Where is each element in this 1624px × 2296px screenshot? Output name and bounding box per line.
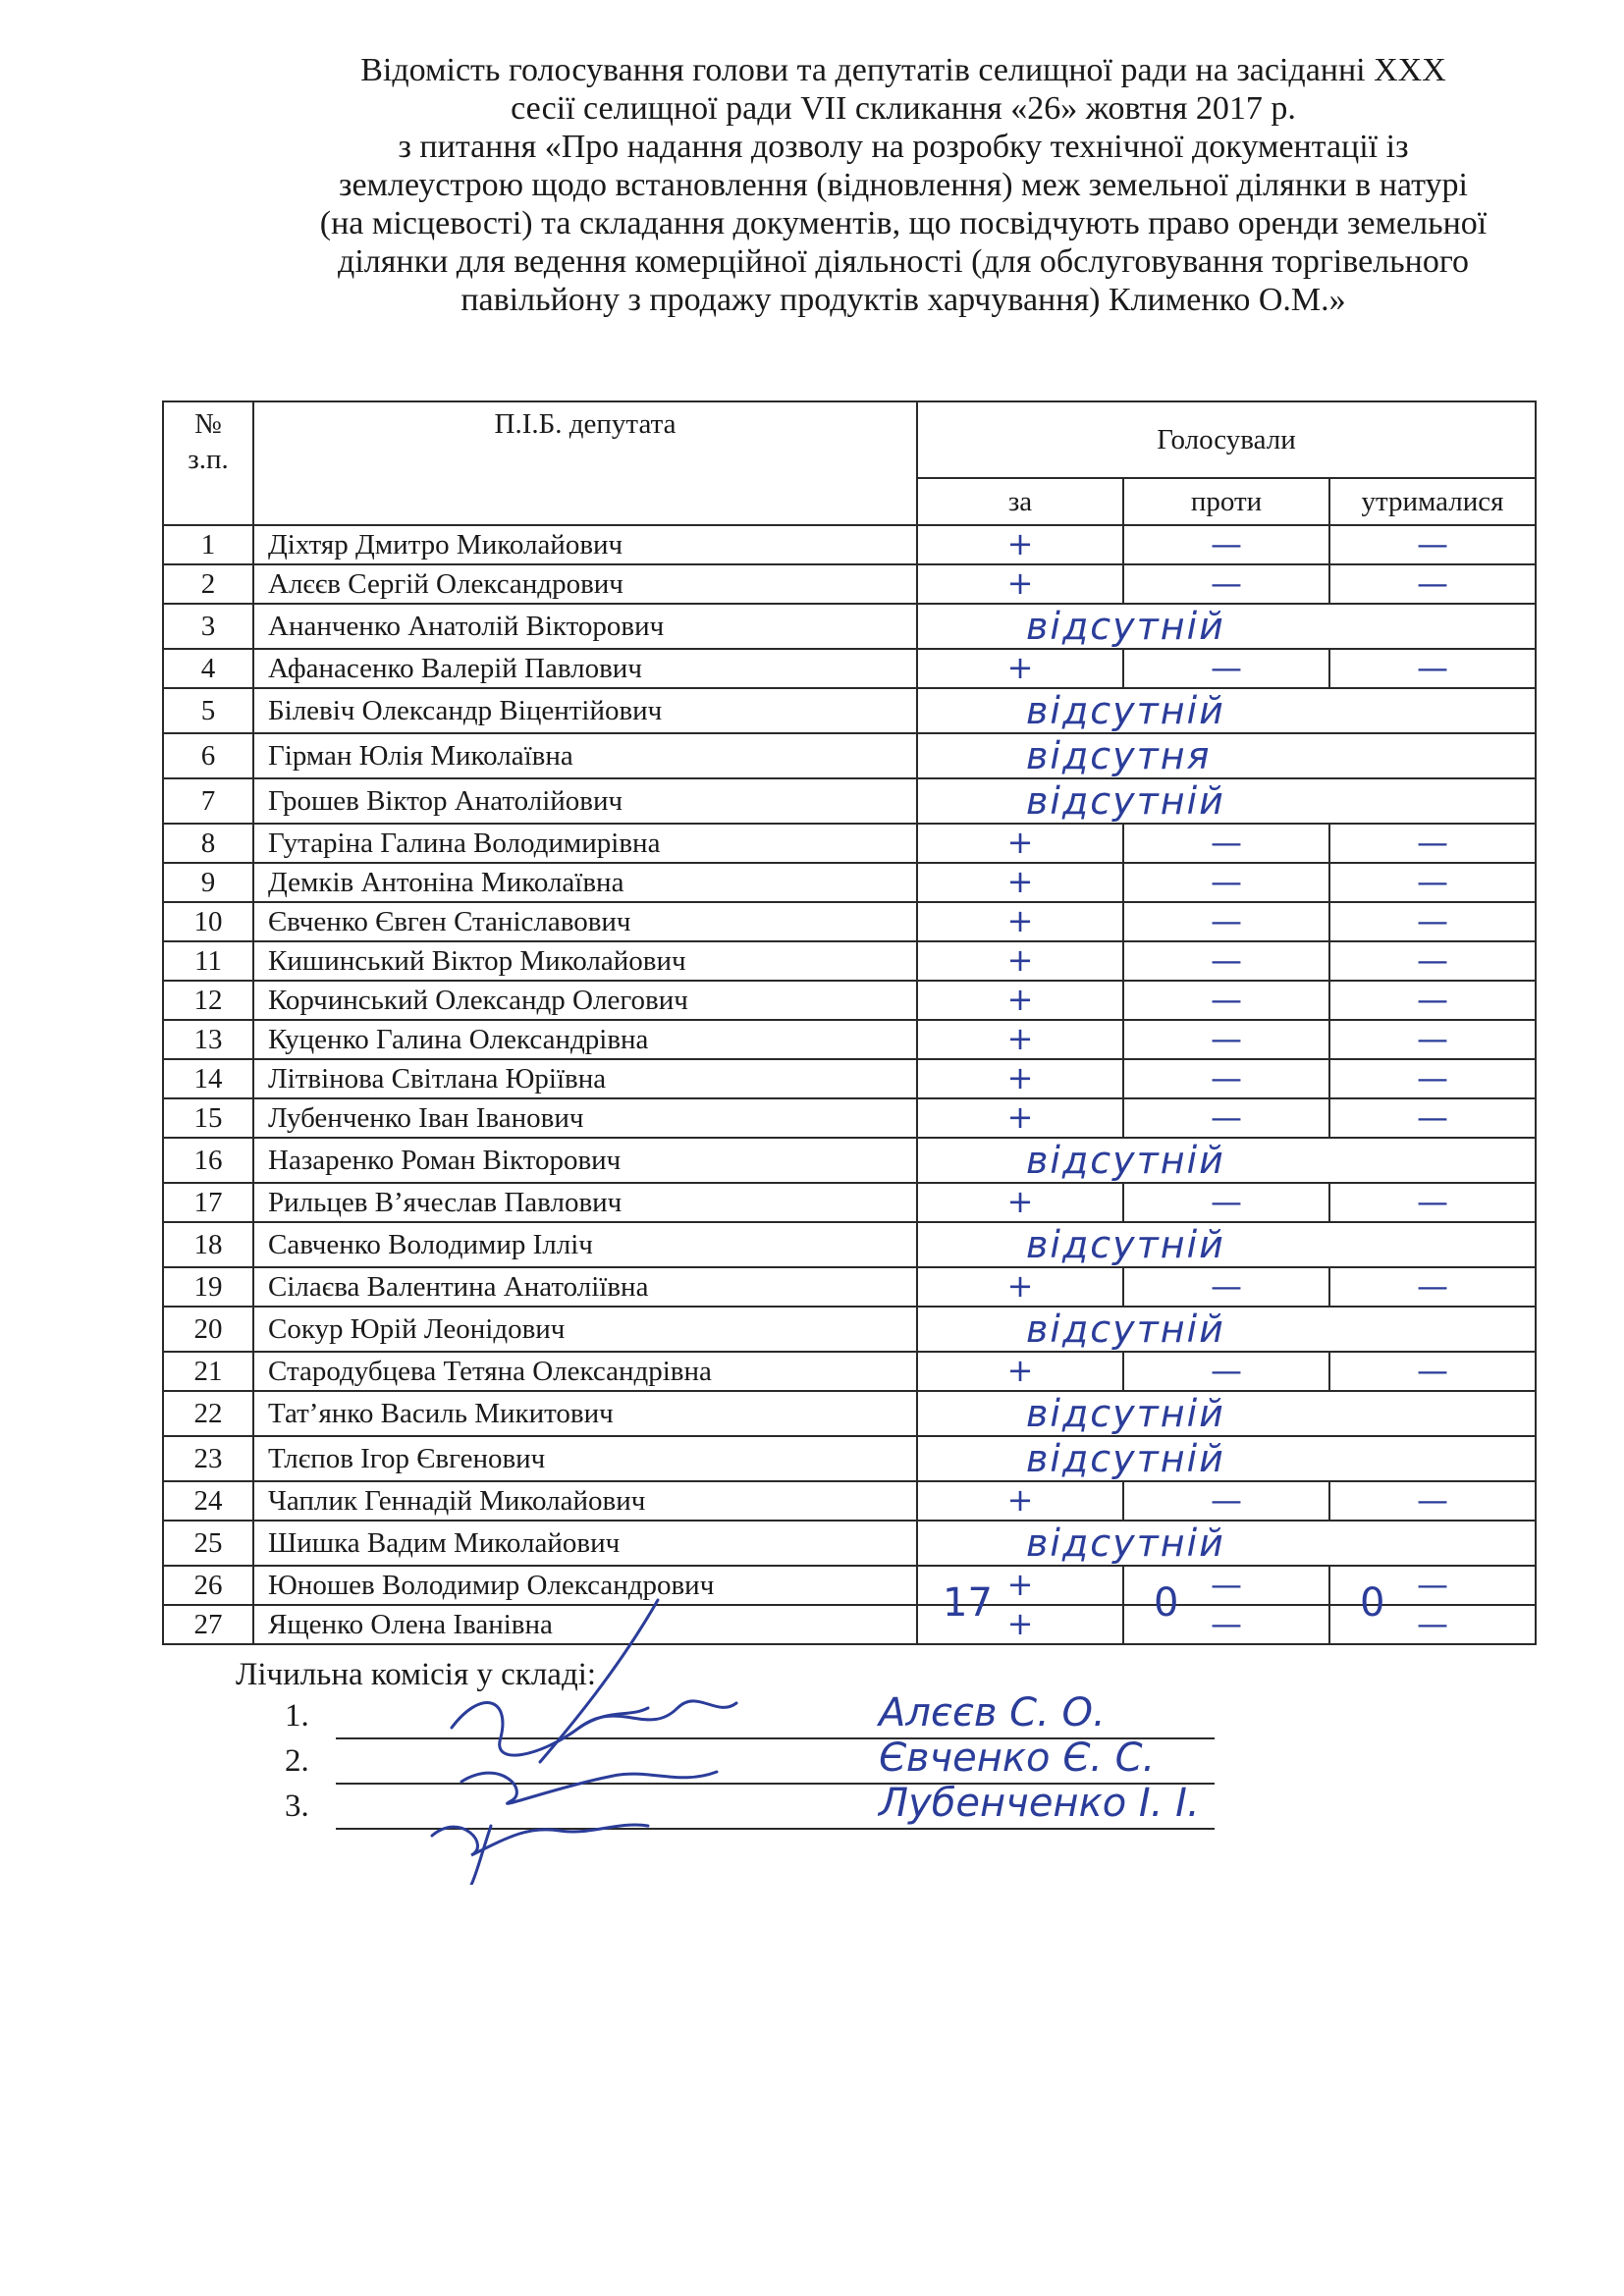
vote-against-mark: — <box>1211 980 1242 1018</box>
deputy-name: Куценко Галина Олександрівна <box>253 1020 917 1059</box>
row-number: 3 <box>163 604 253 649</box>
deputy-name: Юношев Володимир Олександрович <box>253 1566 917 1605</box>
vote-against-cell <box>1123 981 1329 1020</box>
vote-against-cell <box>1123 863 1329 902</box>
vote-for-cell <box>917 863 1123 902</box>
deputy-name: Білевіч Олександр Віцентійович <box>253 688 917 733</box>
deputy-name: Шишка Вадим Миколайович <box>253 1521 917 1566</box>
vote-abstained-cell <box>1329 824 1536 863</box>
vote-against-cell <box>1123 1098 1329 1138</box>
row-number: 23 <box>163 1436 253 1481</box>
row-number: 16 <box>163 1138 253 1183</box>
row-number: 10 <box>163 902 253 941</box>
vote-abstained-cell <box>1329 1020 1536 1059</box>
vote-against-cell <box>1123 525 1329 564</box>
vote-against-mark: — <box>1211 901 1242 939</box>
deputy-name: Діхтяр Дмитро Миколайович <box>253 525 917 564</box>
vote-against-mark: — <box>1211 563 1242 602</box>
table-row <box>163 1436 1536 1481</box>
table-row <box>163 564 1536 604</box>
vote-abstained-cell <box>1329 981 1536 1020</box>
absent-cell <box>917 688 1536 733</box>
title-line: сесії селищної ради VІІ скликання «26» жовтня 2017 р. <box>511 90 1296 127</box>
deputy-name: Афанасенко Валерій Павлович <box>253 649 917 688</box>
vote-against-mark: — <box>1211 1019 1242 1057</box>
vote-for-mark: + <box>1006 1565 1034 1603</box>
vote-abstained-mark: — <box>1417 901 1448 939</box>
deputy-name: Лубенченко Іван Іванович <box>253 1098 917 1138</box>
vote-against-cell <box>1123 1267 1329 1307</box>
vote-abstained-cell <box>1329 863 1536 902</box>
vote-against-mark: — <box>1211 1058 1242 1096</box>
vote-for-cell <box>917 525 1123 564</box>
member-number: 3. <box>285 1789 309 1824</box>
row-number: 25 <box>163 1521 253 1566</box>
vote-abstained-mark: — <box>1417 823 1448 861</box>
vote-against-cell <box>1123 941 1329 981</box>
vote-abstained-cell <box>1329 1481 1536 1521</box>
deputy-name: Гірман Юлія Миколаївна <box>253 733 917 778</box>
vote-for-mark: + <box>1006 1266 1034 1305</box>
table-row <box>163 824 1536 863</box>
table-row <box>163 688 1536 733</box>
table-row <box>163 1307 1536 1352</box>
vote-for-mark: + <box>1006 940 1034 979</box>
vote-for-mark: + <box>1006 1480 1034 1519</box>
vote-abstained-mark: — <box>1417 648 1448 686</box>
row-number: 8 <box>163 824 253 863</box>
member-number: 2. <box>285 1743 309 1779</box>
vote-against-mark: — <box>1211 862 1242 900</box>
vote-for-mark: + <box>1006 524 1034 562</box>
vote-for-cell <box>917 981 1123 1020</box>
absent-cell <box>917 1521 1536 1566</box>
title-line: павільйону з продажу продуктів харчування) Клименко О.М.» <box>460 282 1346 318</box>
vote-for-cell <box>917 824 1123 863</box>
absent-mark: відсутній <box>1026 1223 1225 1266</box>
row-number: 24 <box>163 1481 253 1521</box>
deputy-name: Ананченко Анатолій Вікторович <box>253 604 917 649</box>
row-number: 18 <box>163 1222 253 1267</box>
absent-cell <box>917 1138 1536 1183</box>
vote-for-mark: + <box>1006 1058 1034 1096</box>
table-row <box>163 1267 1536 1307</box>
row-number: 15 <box>163 1098 253 1138</box>
row-number: 2 <box>163 564 253 604</box>
vote-for-cell <box>917 902 1123 941</box>
vote-for-cell <box>917 1267 1123 1307</box>
table-row <box>163 1098 1536 1138</box>
absent-mark: відсутній <box>1026 605 1225 648</box>
vote-for-cell <box>917 649 1123 688</box>
total-abstained: 0 <box>1360 1580 1385 1626</box>
vote-for-mark: + <box>1006 648 1034 686</box>
table-row <box>163 1183 1536 1222</box>
deputy-name: Сокур Юрій Леонідович <box>253 1307 917 1352</box>
table-row <box>163 1521 1536 1566</box>
table-row <box>163 649 1536 688</box>
table-row <box>163 778 1536 824</box>
absent-cell <box>917 1436 1536 1481</box>
deputy-name: Корчинський Олександр Олегович <box>253 981 917 1020</box>
vote-for-cell <box>917 1059 1123 1098</box>
deputy-name: Літвінова Світлана Юріївна <box>253 1059 917 1098</box>
vote-against-cell <box>1123 1020 1329 1059</box>
vote-against-cell <box>1123 1059 1329 1098</box>
deputy-name: Кишинський Віктор Миколайович <box>253 941 917 981</box>
vote-abstained-cell <box>1329 1267 1536 1307</box>
absent-cell <box>917 1222 1536 1267</box>
vote-against-cell <box>1123 649 1329 688</box>
table-row <box>163 1020 1536 1059</box>
vote-abstained-cell <box>1329 902 1536 941</box>
title-line: землеустрою щодо встановлення (відновлення) меж земельної ділянки в натурі <box>339 167 1468 203</box>
vote-against-cell <box>1123 824 1329 863</box>
vote-for-mark: + <box>1006 823 1034 861</box>
vote-for-cell <box>917 1183 1123 1222</box>
commission-label: Лічильна комісія у складі: <box>236 1657 597 1692</box>
absent-cell <box>917 1307 1536 1352</box>
row-number: 4 <box>163 649 253 688</box>
vote-for-cell <box>917 564 1123 604</box>
absent-cell <box>917 604 1536 649</box>
table-row <box>163 1566 1536 1605</box>
vote-abstained-cell <box>1329 525 1536 564</box>
absent-mark: відсутній <box>1026 1139 1225 1182</box>
vote-against-mark: — <box>1211 940 1242 979</box>
row-number: 12 <box>163 981 253 1020</box>
vote-against-mark: — <box>1211 1266 1242 1305</box>
table-row <box>163 1605 1536 1644</box>
row-number: 13 <box>163 1020 253 1059</box>
row-number: 27 <box>163 1605 253 1644</box>
vote-against-mark: — <box>1211 1351 1242 1389</box>
absent-mark: відсутній <box>1026 689 1225 732</box>
deputy-name: Демків Антоніна Миколаївна <box>253 863 917 902</box>
header-voted: Голосували <box>917 401 1536 478</box>
vote-abstained-cell <box>1329 1183 1536 1222</box>
vote-against-mark: — <box>1211 648 1242 686</box>
signature-name: Євченко Є. С. <box>879 1735 1156 1781</box>
vote-against-cell <box>1123 1183 1329 1222</box>
vote-abstained-mark: — <box>1417 940 1448 979</box>
row-number: 1 <box>163 525 253 564</box>
vote-for-mark: + <box>1006 1351 1034 1389</box>
document-title <box>226 51 1581 319</box>
table-row <box>163 1138 1536 1183</box>
table-row <box>163 1481 1536 1521</box>
vote-for-mark: + <box>1006 1097 1034 1136</box>
vote-against-cell <box>1123 1481 1329 1521</box>
vote-for-mark: + <box>1006 862 1034 900</box>
vote-for-mark: + <box>1006 901 1034 939</box>
deputy-name: Чаплик Геннадій Миколайович <box>253 1481 917 1521</box>
vote-against-mark: — <box>1211 1480 1242 1519</box>
table-row <box>163 1391 1536 1436</box>
vote-abstained-cell <box>1329 941 1536 981</box>
vote-against-mark: — <box>1211 823 1242 861</box>
vote-against-mark: — <box>1211 524 1242 562</box>
vote-for-cell <box>917 1481 1123 1521</box>
title-line: (на місцевості) та складання документів, що посвідчують право оренди земельної <box>319 205 1488 241</box>
vote-abstained-mark: — <box>1417 1019 1448 1057</box>
vote-abstained-cell <box>1329 1352 1536 1391</box>
vote-against-mark: — <box>1211 1097 1242 1136</box>
vote-for-cell <box>917 1098 1123 1138</box>
vote-abstained-mark: — <box>1417 980 1448 1018</box>
vote-abstained-mark: — <box>1417 563 1448 602</box>
vote-for-cell <box>917 941 1123 981</box>
voting-table <box>162 400 1537 1645</box>
vote-against-cell <box>1123 564 1329 604</box>
vote-against-mark: — <box>1211 1604 1242 1642</box>
deputy-name: Сілаєва Валентина Анатоліївна <box>253 1267 917 1307</box>
absent-cell <box>917 733 1536 778</box>
table-row <box>163 981 1536 1020</box>
vote-abstained-mark: — <box>1417 1266 1448 1305</box>
vote-abstained-cell <box>1329 564 1536 604</box>
row-number: 5 <box>163 688 253 733</box>
table-row <box>163 1352 1536 1391</box>
vote-abstained-mark: — <box>1417 1480 1448 1519</box>
total-for: 17 <box>943 1580 993 1626</box>
vote-against-mark: — <box>1211 1182 1242 1220</box>
deputy-name: Савченко Володимир Ілліч <box>253 1222 917 1267</box>
absent-mark: відсутній <box>1026 1308 1225 1351</box>
vote-abstained-mark: — <box>1417 862 1448 900</box>
title-line: ділянки для ведення комерційної діяльності (для обслуговування торгівельного <box>338 243 1469 280</box>
header-for: за <box>917 478 1123 525</box>
table-row <box>163 525 1536 564</box>
vote-abstained-mark: — <box>1417 1604 1448 1642</box>
deputy-name: Алєєв Сергій Олександрович <box>253 564 917 604</box>
signature-name: Алєєв С. О. <box>879 1690 1106 1735</box>
absent-mark: відсутній <box>1026 1522 1225 1565</box>
header-abstained: утрималися <box>1329 478 1536 525</box>
absent-cell <box>917 778 1536 824</box>
table-row <box>163 733 1536 778</box>
vote-abstained-cell <box>1329 649 1536 688</box>
vote-for-mark: + <box>1006 980 1034 1018</box>
deputy-name: Тлєпов Ігор Євгенович <box>253 1436 917 1481</box>
absent-mark: відсутня <box>1026 734 1212 777</box>
table-row <box>163 604 1536 649</box>
absent-mark: відсутній <box>1026 779 1225 823</box>
deputy-name: Тат’янко Василь Микитович <box>253 1391 917 1436</box>
table-row <box>163 1059 1536 1098</box>
row-number: 17 <box>163 1183 253 1222</box>
deputy-name: Стародубцева Тетяна Олександрівна <box>253 1352 917 1391</box>
table-row <box>163 863 1536 902</box>
vote-against-cell <box>1123 1352 1329 1391</box>
row-number: 7 <box>163 778 253 824</box>
deputy-name: Гутаріна Галина Володимирівна <box>253 824 917 863</box>
title-line: з питання «Про надання дозволу на розробку технічної документації із <box>398 129 1409 165</box>
deputy-name: Рильцев В’ячеслав Павлович <box>253 1183 917 1222</box>
vote-abstained-mark: — <box>1417 1351 1448 1389</box>
deputy-name: Ященко Олена Іванівна <box>253 1605 917 1644</box>
row-number: 19 <box>163 1267 253 1307</box>
vote-abstained-mark: — <box>1417 1182 1448 1220</box>
header-number-abbr: з.п. <box>188 444 229 475</box>
header-number <box>163 401 253 525</box>
table-row <box>163 1222 1536 1267</box>
vote-for-mark: + <box>1006 563 1034 602</box>
table-row <box>163 941 1536 981</box>
vote-against-cell <box>1123 902 1329 941</box>
deputy-name: Євченко Євген Станіславович <box>253 902 917 941</box>
header-number-symbol: № <box>194 408 222 440</box>
vote-abstained-mark: — <box>1417 1058 1448 1096</box>
vote-for-cell <box>917 1352 1123 1391</box>
vote-abstained-mark: — <box>1417 524 1448 562</box>
handwritten-signatures <box>422 1590 815 1885</box>
row-number: 20 <box>163 1307 253 1352</box>
vote-against-mark: — <box>1211 1565 1242 1603</box>
header-name: П.І.Б. депутата <box>253 401 917 525</box>
absent-cell <box>917 1391 1536 1436</box>
row-number: 6 <box>163 733 253 778</box>
table-row <box>163 902 1536 941</box>
signature-name: Лубенченко І. І. <box>879 1781 1200 1826</box>
absent-mark: відсутній <box>1026 1437 1225 1480</box>
member-number: 1. <box>285 1698 309 1734</box>
vote-for-cell <box>917 1020 1123 1059</box>
vote-abstained-mark: — <box>1417 1097 1448 1136</box>
row-number: 21 <box>163 1352 253 1391</box>
absent-mark: відсутній <box>1026 1392 1225 1435</box>
vote-for-mark: + <box>1006 1182 1034 1220</box>
vote-for-mark: + <box>1006 1604 1034 1642</box>
row-number: 9 <box>163 863 253 902</box>
vote-abstained-cell <box>1329 1059 1536 1098</box>
row-number: 11 <box>163 941 253 981</box>
total-against: 0 <box>1154 1580 1179 1626</box>
header-against: проти <box>1123 478 1329 525</box>
row-number: 26 <box>163 1566 253 1605</box>
vote-for-mark: + <box>1006 1019 1034 1057</box>
vote-abstained-cell <box>1329 1098 1536 1138</box>
vote-abstained-mark: — <box>1417 1565 1448 1603</box>
table-body <box>163 525 1536 1644</box>
deputy-name: Грошев Віктор Анатолійович <box>253 778 917 824</box>
deputy-name: Назаренко Роман Вікторович <box>253 1138 917 1183</box>
row-number: 14 <box>163 1059 253 1098</box>
title-line: Відомість голосування голови та депутатів селищної ради на засіданні ХХХ <box>360 52 1446 88</box>
row-number: 22 <box>163 1391 253 1436</box>
